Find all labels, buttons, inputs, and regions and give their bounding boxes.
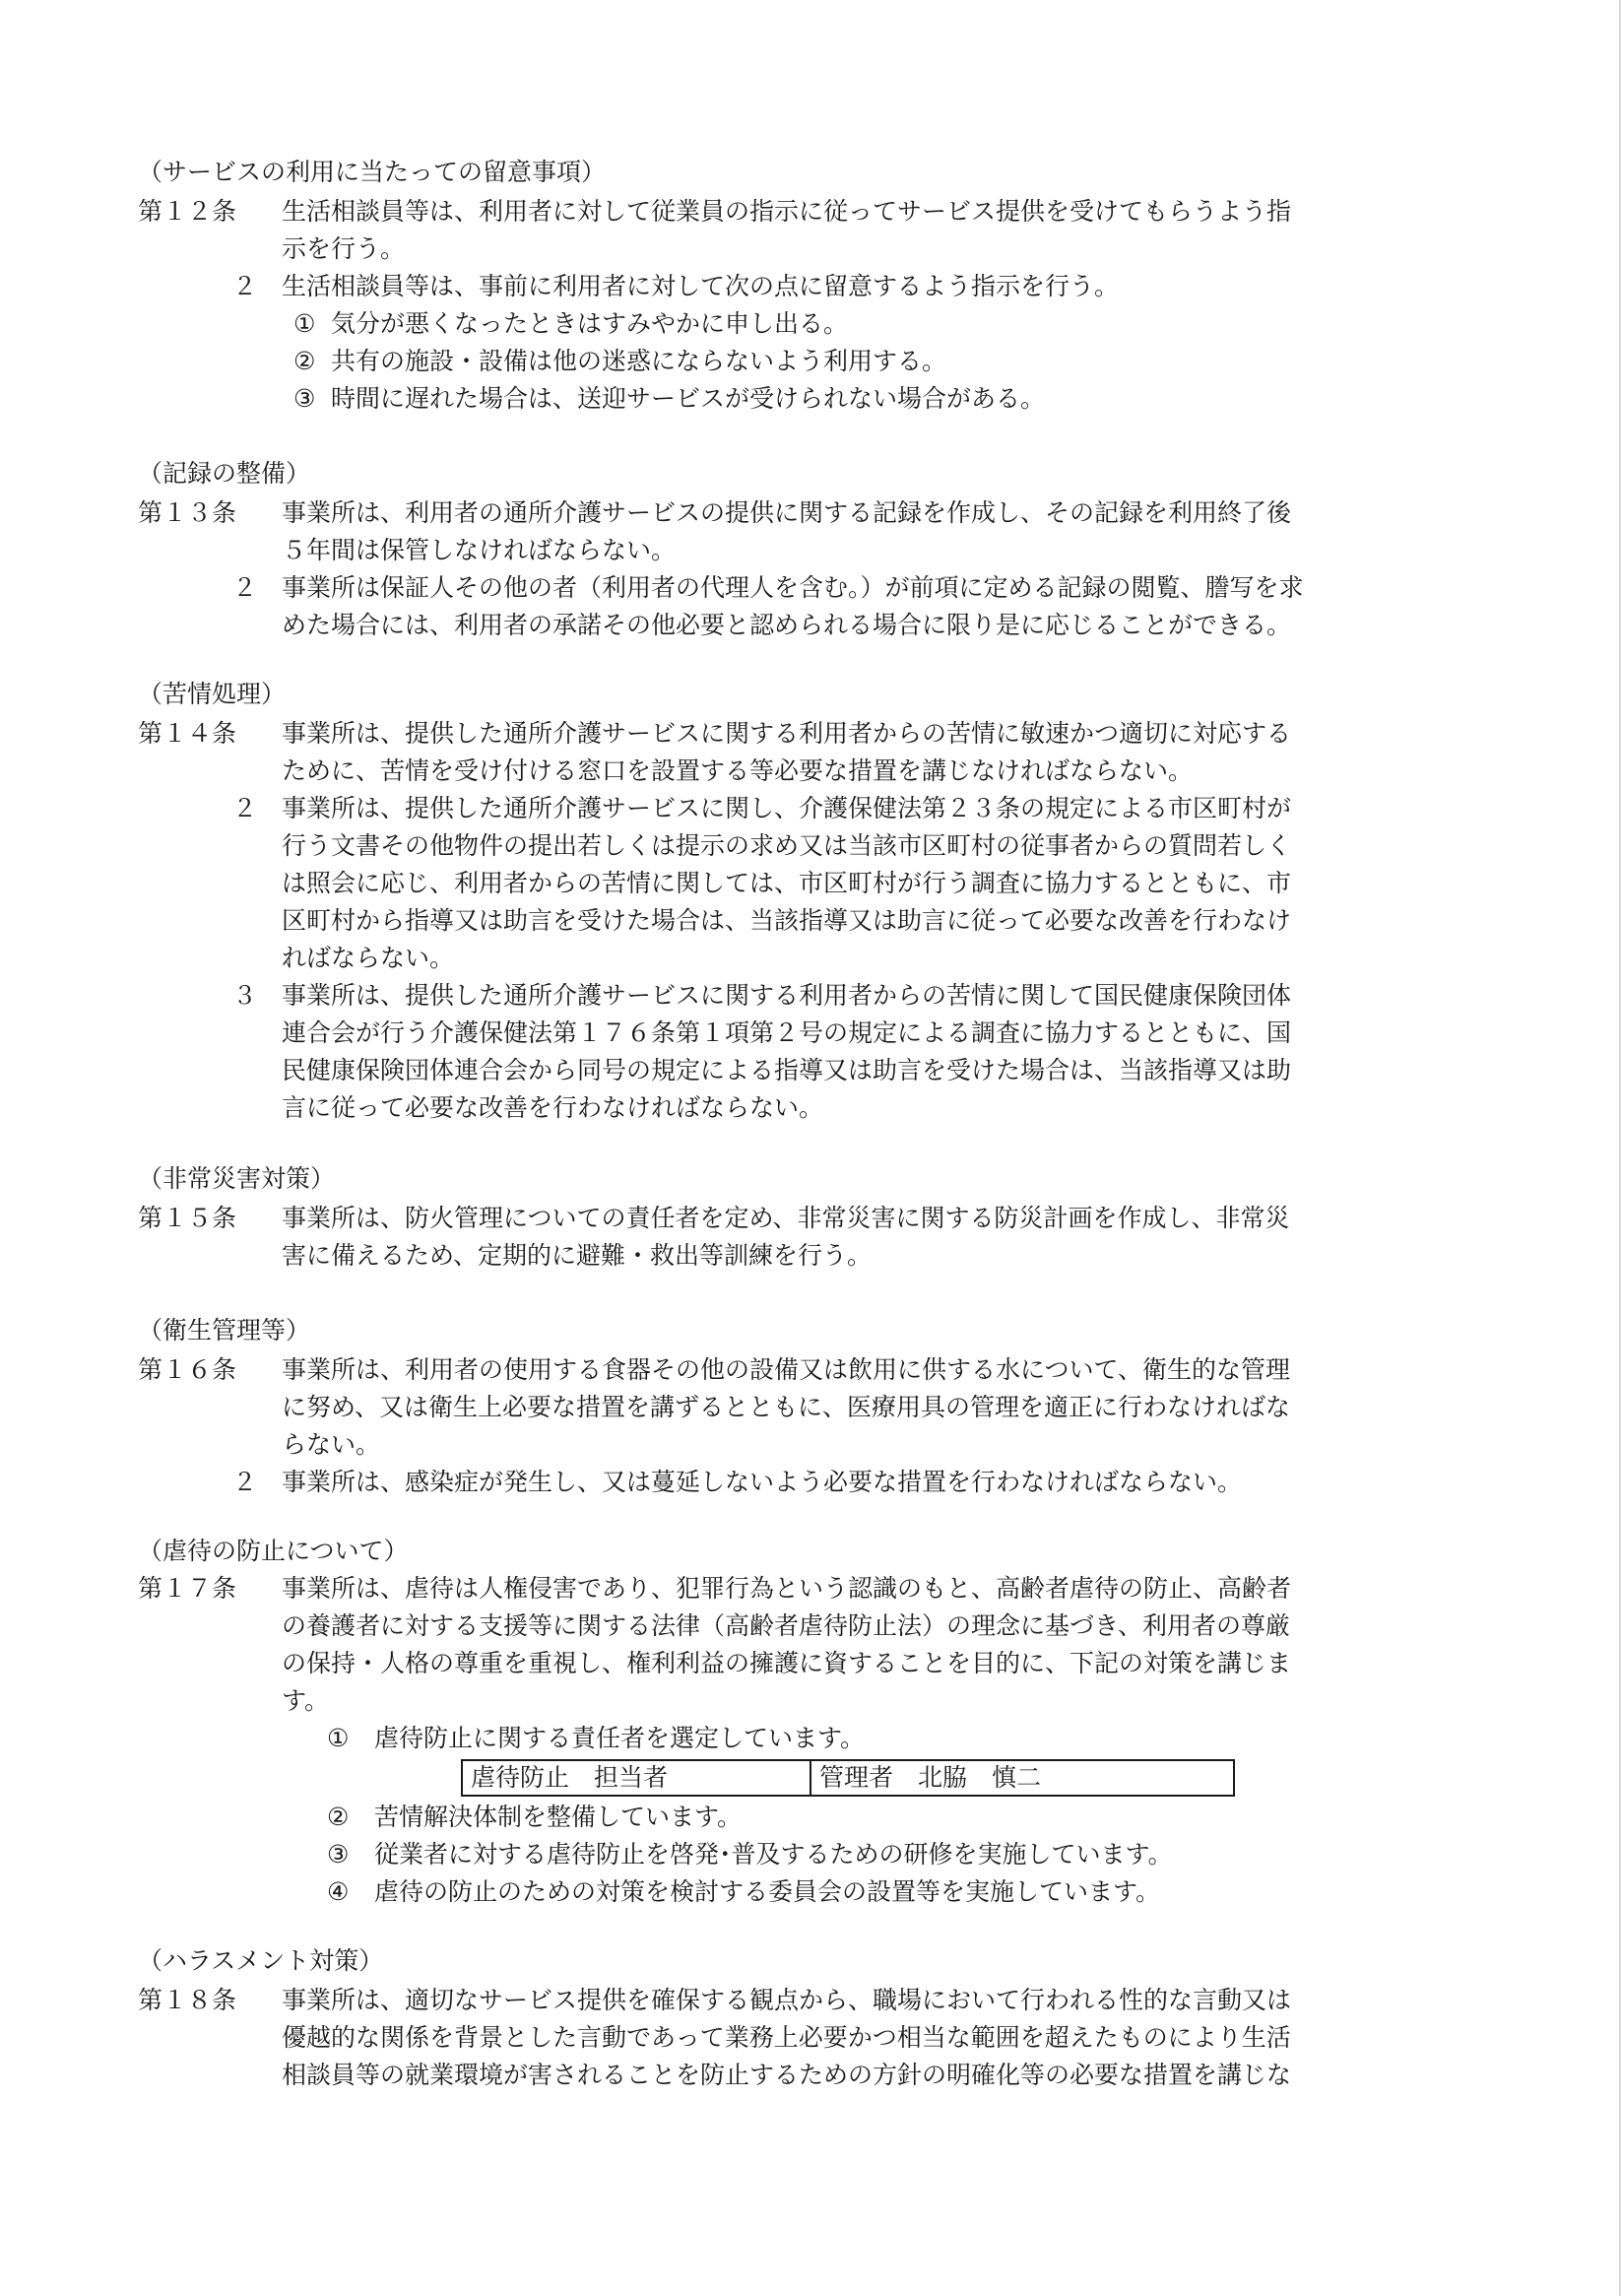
article-number-13: 第１３条 — [138, 498, 237, 527]
article-15-text-line: 事業所は、防火管理についての責任者を定め、非常災害に関する防災計画を作成し、非常災 — [282, 1204, 1290, 1232]
paragraph-number: ２ — [232, 573, 258, 602]
article-18-text-line: 相談員等の就業環境が害されることを防止するための方針の明確化等の必要な措置を講じな — [282, 2061, 1292, 2089]
abuse-prevention-officer-table — [461, 1759, 1235, 1797]
section-heading-16: （衛生管理等） — [138, 1316, 311, 1345]
article-16-paragraph-2: 事業所は、感染症が発生し、又は蔓延しないよう必要な措置を行わなければならない。 — [282, 1468, 1243, 1496]
paragraph-number: ２ — [232, 794, 258, 822]
list-item-text: 従業者に対する虐待防止を啓発･普及するための研修を実施しています。 — [374, 1840, 1173, 1869]
list-item-number: ① — [293, 309, 316, 338]
section-heading-12: （サービスの利用に当たっての留意事項） — [138, 158, 607, 186]
article-14-paragraph-3: 事業所は、提供した通所介護サービスに関する利用者からの苦情に関して国民健康保険団体 — [282, 981, 1292, 1010]
officer-role-cell: 虐待防止 担当者 — [463, 1761, 811, 1795]
list-item-text: 共有の施設・設備は他の迷惑にならないよう利用する。 — [331, 347, 947, 375]
section-heading-18: （ハラスメント対策） — [138, 1946, 384, 1975]
article-16-text-line: に努め、又は衛生上必要な措置を講ずるとともに、医療用具の管理を適正に行わなければな — [282, 1393, 1291, 1421]
article-13-text-line: 事業所は、利用者の通所介護サービスの提供に関する記録を作成し、その記録を利用終了後 — [282, 498, 1292, 527]
article-17-text-line: の保持・人格の尊重を重視し、権利利益の擁護に資することを目的に、下記の対策を講じま — [282, 1649, 1292, 1677]
article-13-paragraph-2: 事業所は保証人その他の者（利用者の代理人を含む。）が前項に定める記録の閲覧、謄写を求 — [282, 573, 1304, 602]
article-17-text-line: す。 — [282, 1686, 330, 1715]
article-14-paragraph-2: 行う文書その他物件の提出若しくは提示の求め又は当該市区町村の従事者からの質問若しく — [282, 831, 1292, 860]
article-number-16: 第１６条 — [138, 1355, 237, 1384]
article-14-paragraph-3: 言に従って必要な改善を行わなければならない。 — [282, 1093, 824, 1122]
article-13-text-line: ５年間は保管しなければならない。 — [282, 536, 677, 564]
article-number-17: 第１７条 — [138, 1574, 237, 1603]
list-item-number: ① — [327, 1724, 350, 1752]
article-17-text-line: の養護者に対する支援等に関する法律（高齢者虐待防止法）の理念に基づき、利用者の尊厳 — [282, 1611, 1291, 1640]
article-16-text-line: 事業所は、利用者の使用する食器その他の設備又は飲用に供する水について、衛生的な管理 — [282, 1355, 1291, 1384]
article-14-paragraph-2: 事業所は、提供した通所介護サービスに関し、介護保健法第２３条の規定による市区町村が — [282, 794, 1292, 822]
article-14-paragraph-2: ればならない。 — [282, 944, 455, 972]
article-number-15: 第１５条 — [138, 1204, 237, 1232]
article-18-text-line: 優越的な関係を背景とした言動であって業務上必要かつ相当な範囲を超えたものにより生活 — [282, 2023, 1291, 2052]
paragraph-number: ３ — [232, 981, 258, 1010]
list-item-number: ④ — [327, 1877, 350, 1906]
article-12-text-line: 生活相談員等は、利用者に対して従業員の指示に従ってサービス提供を受けてもらうよう指 — [282, 197, 1292, 226]
article-16-text-line: らない。 — [282, 1430, 381, 1459]
article-14-paragraph-3: 連合会が行う介護保健法第１７６条第１項第２号の規定による調査に協力するとともに、国 — [282, 1018, 1292, 1047]
list-item-number: ② — [293, 347, 316, 375]
article-14-paragraph-2: は照会に応じ、利用者からの苦情に関しては、市区町村が行う調査に協力するとともに、市 — [282, 869, 1292, 897]
paragraph-number: ２ — [232, 272, 258, 300]
article-number-18: 第１８条 — [138, 1986, 237, 2014]
article-17-text-line: 事業所は、虐待は人権侵害であり、犯罪行為という認識のもと、高齢者虐待の防止、高齢者 — [282, 1574, 1292, 1603]
list-item-text: 時間に遅れた場合は、送迎サービスが受けられない場合がある。 — [331, 384, 1046, 413]
article-18-text-line: 事業所は、適切なサービス提供を確保する観点から、職場において行われる性的な言動又は — [282, 1986, 1292, 2014]
paragraph-number: ２ — [232, 1468, 258, 1496]
article-12-paragraph-2: 生活相談員等は、事前に利用者に対して次の点に留意するよう指示を行う。 — [282, 272, 1120, 300]
article-number-12: 第１２条 — [138, 197, 237, 226]
article-14-text-line: 事業所は、提供した通所介護サービスに関する利用者からの苦情に敏速かつ適切に対応する — [282, 719, 1292, 748]
section-heading-17: （虐待の防止について） — [138, 1537, 409, 1565]
article-number-14: 第１４条 — [138, 719, 237, 748]
list-item-number: ② — [327, 1803, 350, 1831]
section-heading-13: （記録の整備） — [138, 459, 311, 488]
list-item-number: ③ — [293, 384, 316, 413]
article-12-text-line: 示を行う。 — [282, 234, 406, 263]
list-item-number: ③ — [327, 1840, 350, 1869]
list-item-text: 気分が悪くなったときはすみやかに申し出る。 — [331, 309, 849, 338]
article-13-paragraph-2: めた場合には、利用者の承諾その他必要と認められる場合に限り是に応じることができる。 — [282, 611, 1292, 639]
article-14-paragraph-2: 区町村から指導又は助言を受けた場合は、当該指導又は助言に従って必要な改善を行わなけ — [282, 906, 1292, 935]
list-item-text: 虐待防止に関する責任者を選定しています。 — [374, 1724, 866, 1752]
section-heading-15: （非常災害対策） — [138, 1164, 336, 1193]
officer-name-cell: 管理者 北脇 慎二 — [819, 1763, 1042, 1792]
list-item-text: 苦情解決体制を整備しています。 — [374, 1803, 743, 1831]
article-14-text-line: ために、苦情を受け付ける窓口を設置する等必要な措置を講じなければならない。 — [282, 756, 1194, 785]
article-15-text-line: 害に備えるため、定期的に避難・救出等訓練を行う。 — [282, 1241, 873, 1270]
list-item-text: 虐待の防止のための対策を検討する委員会の設置等を実施しています。 — [374, 1877, 1161, 1906]
section-heading-14: （苦情処理） — [138, 680, 287, 708]
article-14-paragraph-3: 民健康保険団体連合会から同号の規定による指導又は助言を受けた場合は、当該指導又は助 — [282, 1056, 1292, 1084]
